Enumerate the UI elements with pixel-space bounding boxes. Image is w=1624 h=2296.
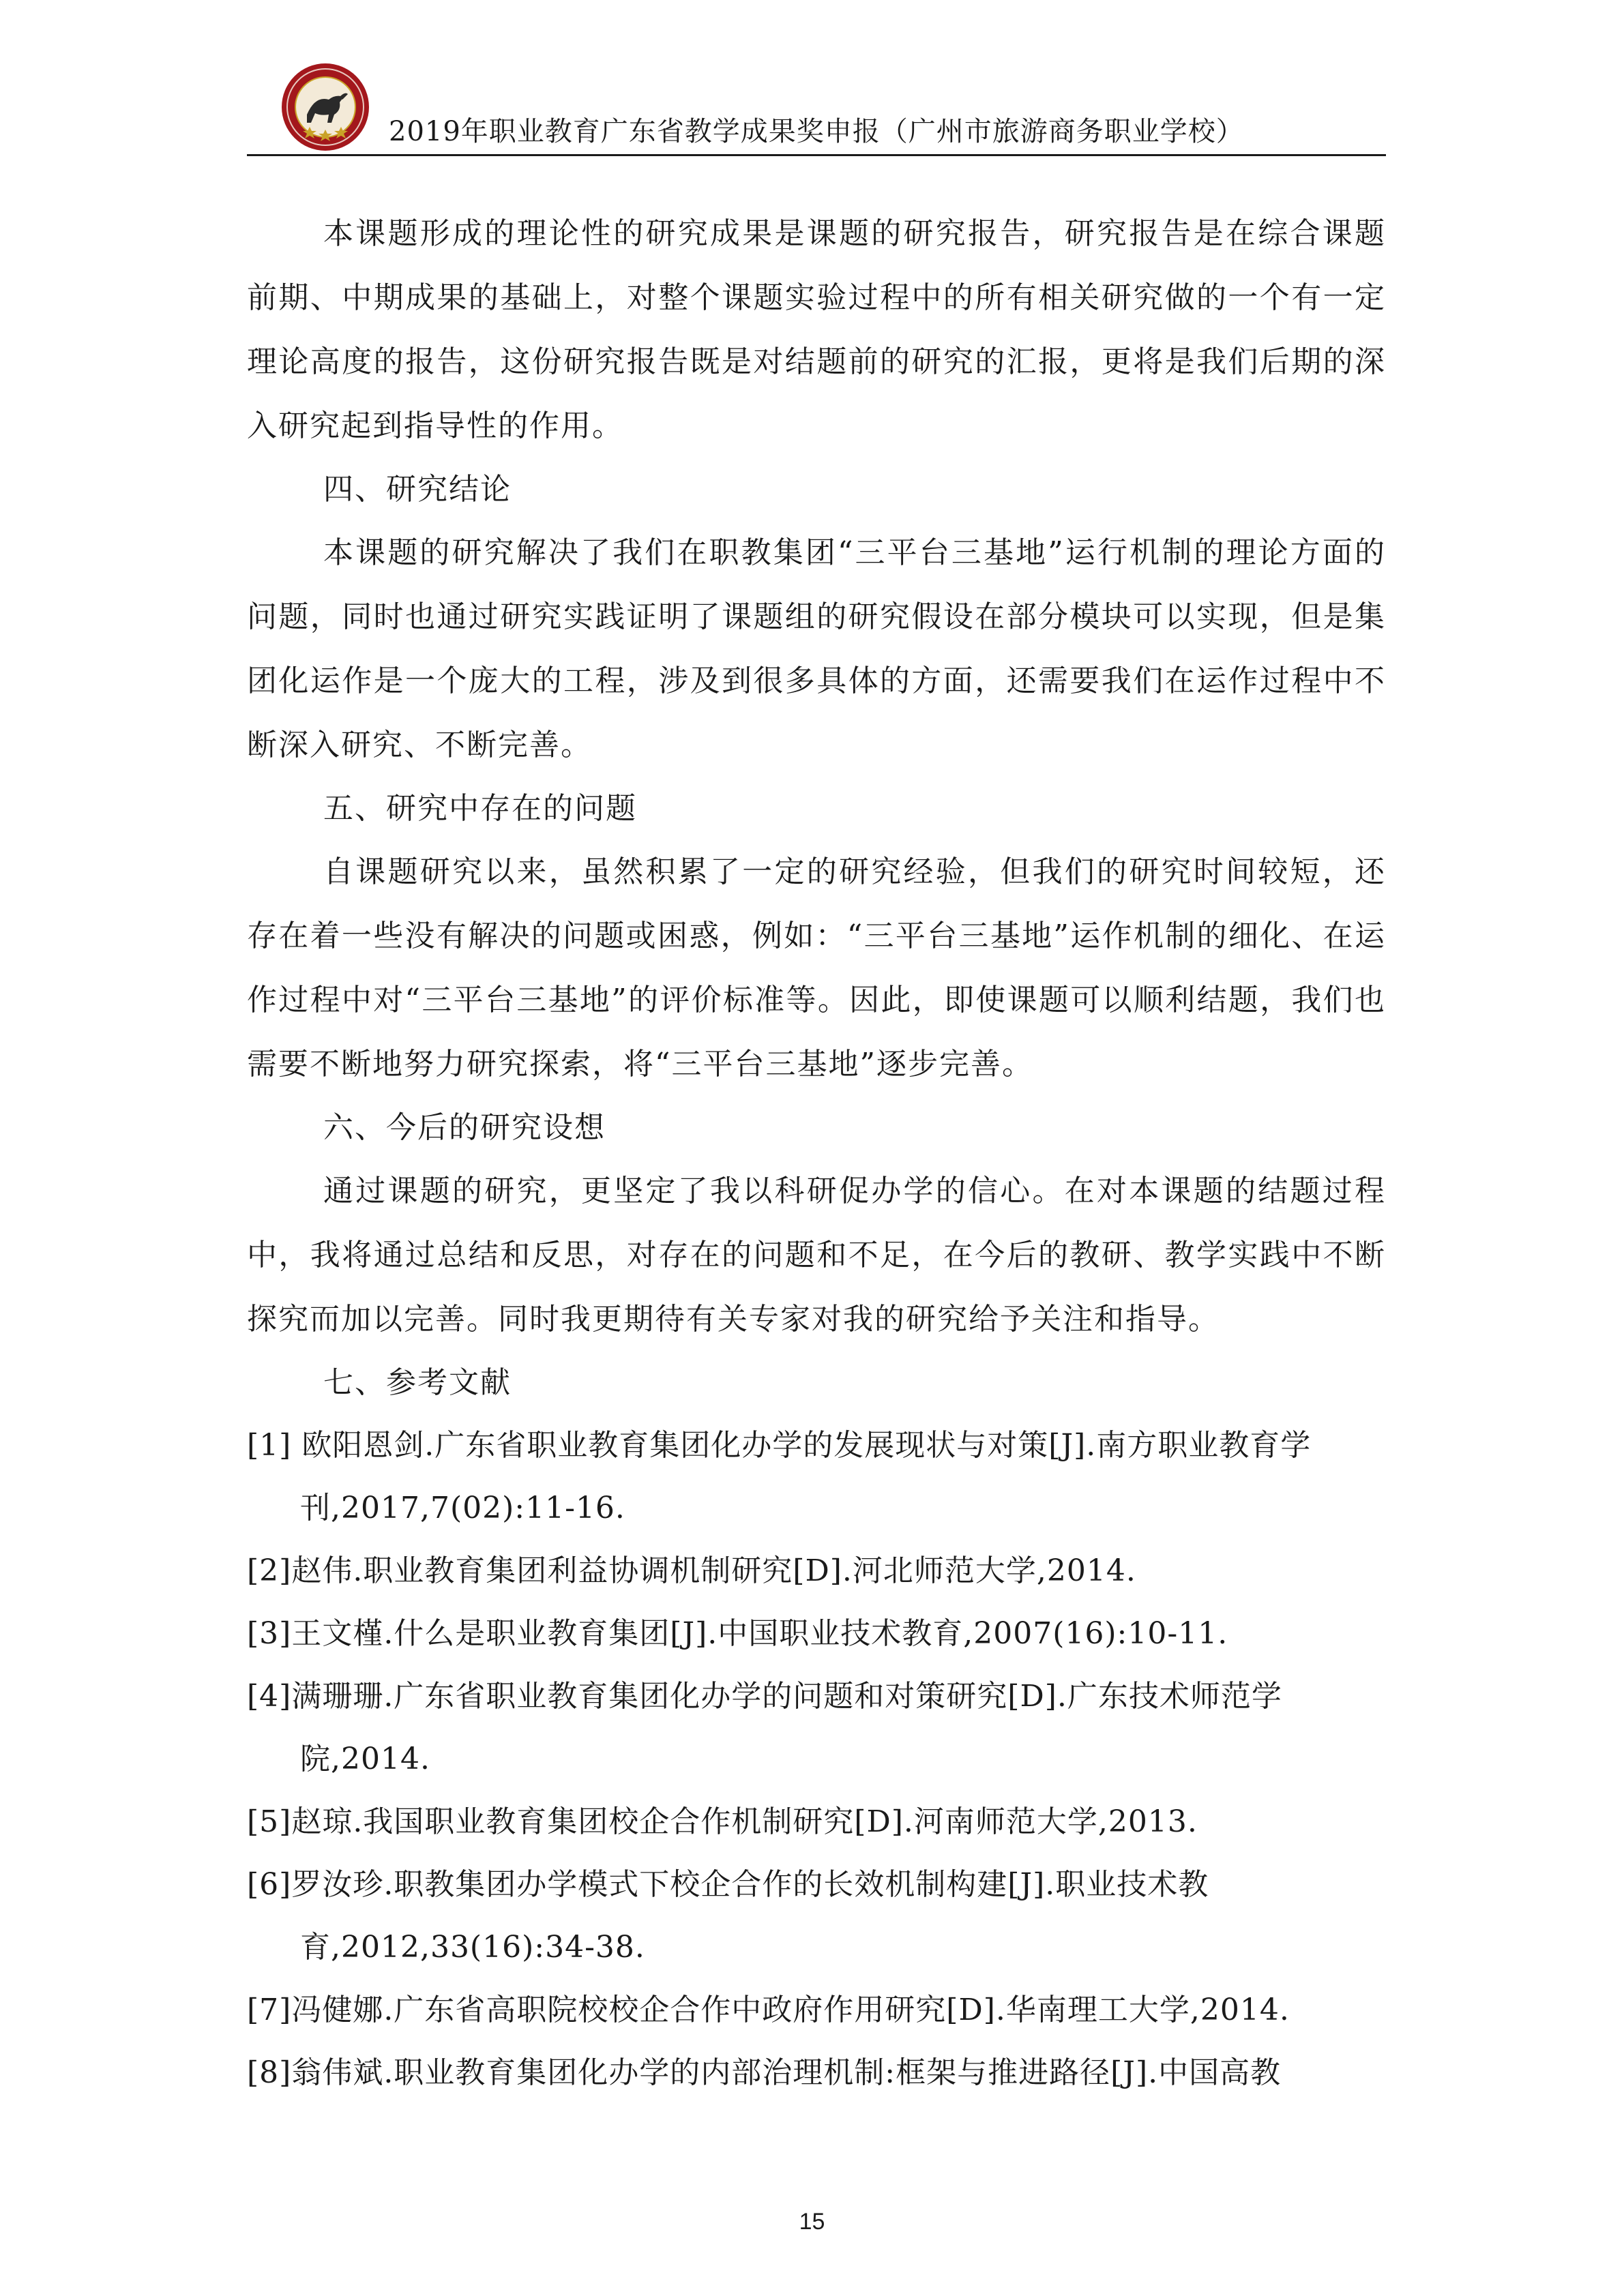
- paragraph-problems: 自课题研究以来，虽然积累了一定的研究经验，但我们的研究时间较短，还存在着一些没有解决的问题或困惑，例如：“三平台三基地”运作机制的细化、在运作过程中对“三平台三基地”的评价标准等。因此，即使课题可以顺利结题，我们也需要不断地努力研究探索，将“三平台三基地”逐步完善。: [247, 854, 1386, 1082]
- paragraph-conclusion: 本课题的研究解决了我们在职教集团“三平台三基地”运行机制的理论方面的问题，同时也通过研究实践证明了课题组的研究假设在部分模块可以实现，但是集团化运作是一个庞大的工程，涉及到很多具体的方面，还需要我们在运作过程中不断深入研究、不断完善。: [247, 535, 1386, 762]
- reference-list: [247, 1414, 1386, 2104]
- school-emblem-icon: [280, 61, 371, 153]
- paragraph-future-plans: 通过课题的研究，更坚定了我以科研促办学的信心。在对本课题的结题过程中，我将通过总结和反思，对存在的问题和不足，在今后的教研、教学实践中不断探究而加以完善。同时我更期待有关专家对我的研究给予关注和指导。: [247, 1174, 1386, 1337]
- section-heading-references: 七、参考文献: [323, 1365, 512, 1400]
- header-divider: [247, 154, 1386, 156]
- page-content: [247, 202, 1386, 2104]
- reference-item: [7]冯健娜.广东省高职院校校企合作中政府作用研究[D].华南理工大学,2014.: [247, 1993, 1290, 2027]
- reference-item: [6]罗汝珍.职教集团办学模式下校企合作的长效机制构建[J].职业技术教育,2012,33(16):34-38.: [247, 1867, 1209, 1965]
- reference-item: [5]赵琼.我国职业教育集团校企合作机制研究[D].河南师范大学,2013.: [247, 1804, 1198, 1839]
- reference-item: [1] 欧阳恩剑.广东省职业教育集团化办学的发展现状与对策[J].南方职业教育学刊,2017,7(02):11-16.: [247, 1428, 1312, 1525]
- paragraph-research-outcome: 本课题形成的理论性的研究成果是课题的研究报告，研究报告是在综合课题前期、中期成果的基础上，对整个课题实验过程中的所有相关研究做的一个有一定理论高度的报告，这份研究报告既是对结题前的研究的汇报，更将是我们后期的深入研究起到指导性的作用。: [247, 216, 1386, 443]
- section-heading-problems: 五、研究中存在的问题: [323, 791, 637, 826]
- section-heading-future-plans: 六、今后的研究设想: [323, 1110, 606, 1145]
- reference-item: [3]王文槿.什么是职业教育集团[J].中国职业技术教育,2007(16):10-11.: [247, 1616, 1228, 1651]
- reference-item: [8]翁伟斌.职业教育集团化办学的内部治理机制:框架与推进路径[J].中国高教: [247, 2055, 1282, 2090]
- page-number: 15: [799, 2209, 825, 2235]
- reference-item: [4]满珊珊.广东省职业教育集团化办学的问题和对策研究[D].广东技术师范学院,2014.: [247, 1679, 1282, 1776]
- document-header-title: 2019年职业教育广东省教学成果奖申报（广州市旅游商务职业学校）: [389, 116, 1244, 147]
- reference-item: [2]赵伟.职业教育集团利益协调机制研究[D].河北师范大学,2014.: [247, 1553, 1136, 1588]
- section-heading-conclusion: 四、研究结论: [323, 472, 512, 507]
